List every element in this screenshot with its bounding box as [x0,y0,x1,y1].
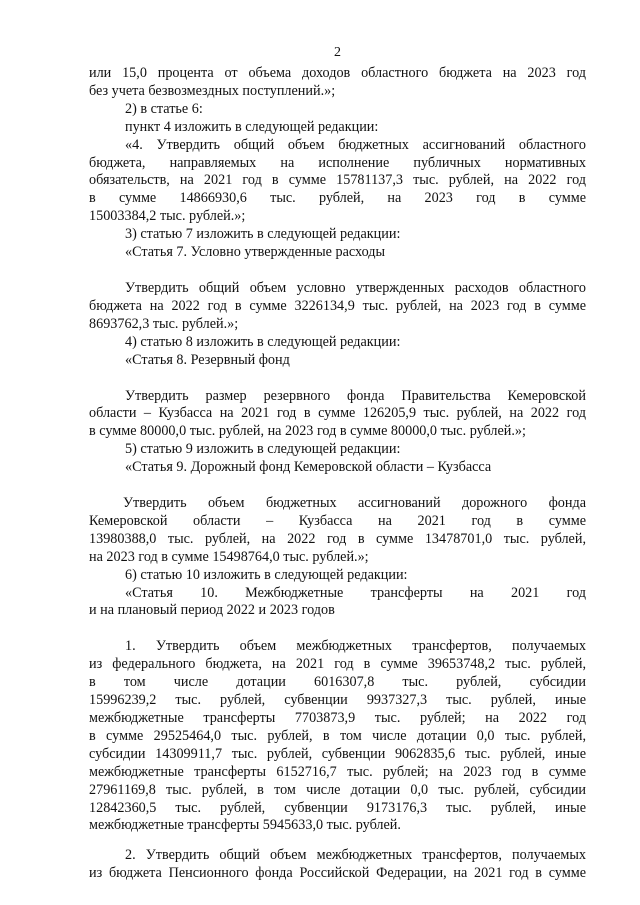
text-line: из бюджета Пенсионного фонда Российской Федерации, на 2021 год в сумме [89,865,586,882]
text-line: бюджета, направляемых на исполнение публичных нормативных [89,154,586,171]
text-line: «4. Утвердить общий объем бюджетных ассигнований областного [125,136,586,153]
text-line: 6) статью 10 изложить в следующей редакции: [125,566,408,583]
spacer [89,835,586,847]
text-line: в сумме 29525464,0 тыс. рублей, в том числе дотации 0,0 тыс. рублей, [89,727,586,744]
text-line: межбюджетные трансферты 6152716,7 тыс. рублей; на 2023 год в сумме [89,763,586,780]
article-heading: «Статья 7. Условно утвержденные расходы [125,244,386,261]
text-line: 15996239,2 тыс. рублей, субвенции 9937327,3 тыс. рублей, иные [89,692,586,709]
text-line: Кемеровской области – Кузбасса на 2021 год в сумме [89,512,586,529]
text-line: в сумме 14866930,6 тыс. рублей, на 2023 год в сумме [89,190,586,207]
text-line: Утвердить объем бюджетных ассигнований дорожного фонда [123,495,586,512]
article-heading: «Статья 8. Резервный фонд [125,351,290,368]
blank-line [89,262,586,280]
text-line: в сумме 80000,0 тыс. рублей, на 2023 год в сумме 80000,0 тыс. рублей.»; [89,423,526,440]
blank-line [89,370,586,388]
blank-line [89,477,586,495]
page-number: 2 [334,45,341,60]
text-line: межбюджетные трансферты 5945633,0 тыс. рублей. [89,817,401,834]
article-heading: и на плановый период 2022 и 2023 годов [89,602,335,619]
text-line: пункт 4 изложить в следующей редакции: [125,118,379,135]
text-line: 3) статью 7 изложить в следующей редакции: [125,226,401,243]
text-line: области – Кузбасса на 2021 год в сумме 126205,9 тыс. рублей, на 2022 год [89,405,586,422]
article-heading: «Статья 9. Дорожный фонд Кемеровской области – Кузбасса [125,459,492,476]
text-line: 4) статью 8 изложить в следующей редакции: [125,333,401,350]
text-line: 15003384,2 тыс. рублей.»; [89,208,246,225]
text-line: Утвердить общий объем условно утвержденных расходов областного [125,279,586,296]
text-line: 12842360,5 тыс. рублей, субвенции 9173176,3 тыс. рублей, иные [89,799,586,816]
text-line: из федерального бюджета, на 2021 год в сумме 39653748,2 тыс. рублей, [89,656,586,673]
text-line: 2) в статье 6: [125,100,203,117]
text-line: Утвердить размер резервного фонда Правительства Кемеровской [125,387,586,404]
text-line: обязательств, на 2021 год в сумме 15781137,3 тыс. рублей, на 2022 год [89,172,586,189]
text-line: 13980388,0 тыс. рублей, на 2022 год в сумме 13478701,0 тыс. рублей, [89,530,586,547]
text-line: бюджета на 2022 год в сумме 3226134,9 тыс. рублей, на 2023 год в сумме [89,297,586,314]
document-body [89,65,586,883]
text-line: без учета безвозмездных поступлений.»; [89,82,336,99]
text-line: на 2023 год в сумме 15498764,0 тыс. рублей.»; [89,548,369,565]
blank-line [89,620,586,638]
text-line: 1. Утвердить объем межбюджетных трансфертов, получаемых [125,638,586,655]
article-heading: «Статья 10. Межбюджетные трансферты на 2021 год [125,584,586,601]
text-line: субсидии 14309911,7 тыс. рублей, субвенции 9062835,6 тыс. рублей, иные [89,745,586,762]
text-line: 2. Утвердить общий объем межбюджетных трансфертов, получаемых [125,847,586,864]
text-line: 8693762,3 тыс. рублей.»; [89,315,239,332]
text-line: в том числе дотации 6016307,8 тыс. рублей, субсидии [89,674,586,691]
text-line: или 15,0 процента от объема доходов областного бюджета на 2023 год [89,65,586,81]
text-line: 27961169,8 тыс. рублей, в том числе дотации 0,0 тыс. рублей, субсидии [89,781,586,798]
text-line: 5) статью 9 изложить в следующей редакции: [125,441,401,458]
text-line: межбюджетные трансферты 7703873,9 тыс. рублей; на 2022 год [89,710,586,726]
